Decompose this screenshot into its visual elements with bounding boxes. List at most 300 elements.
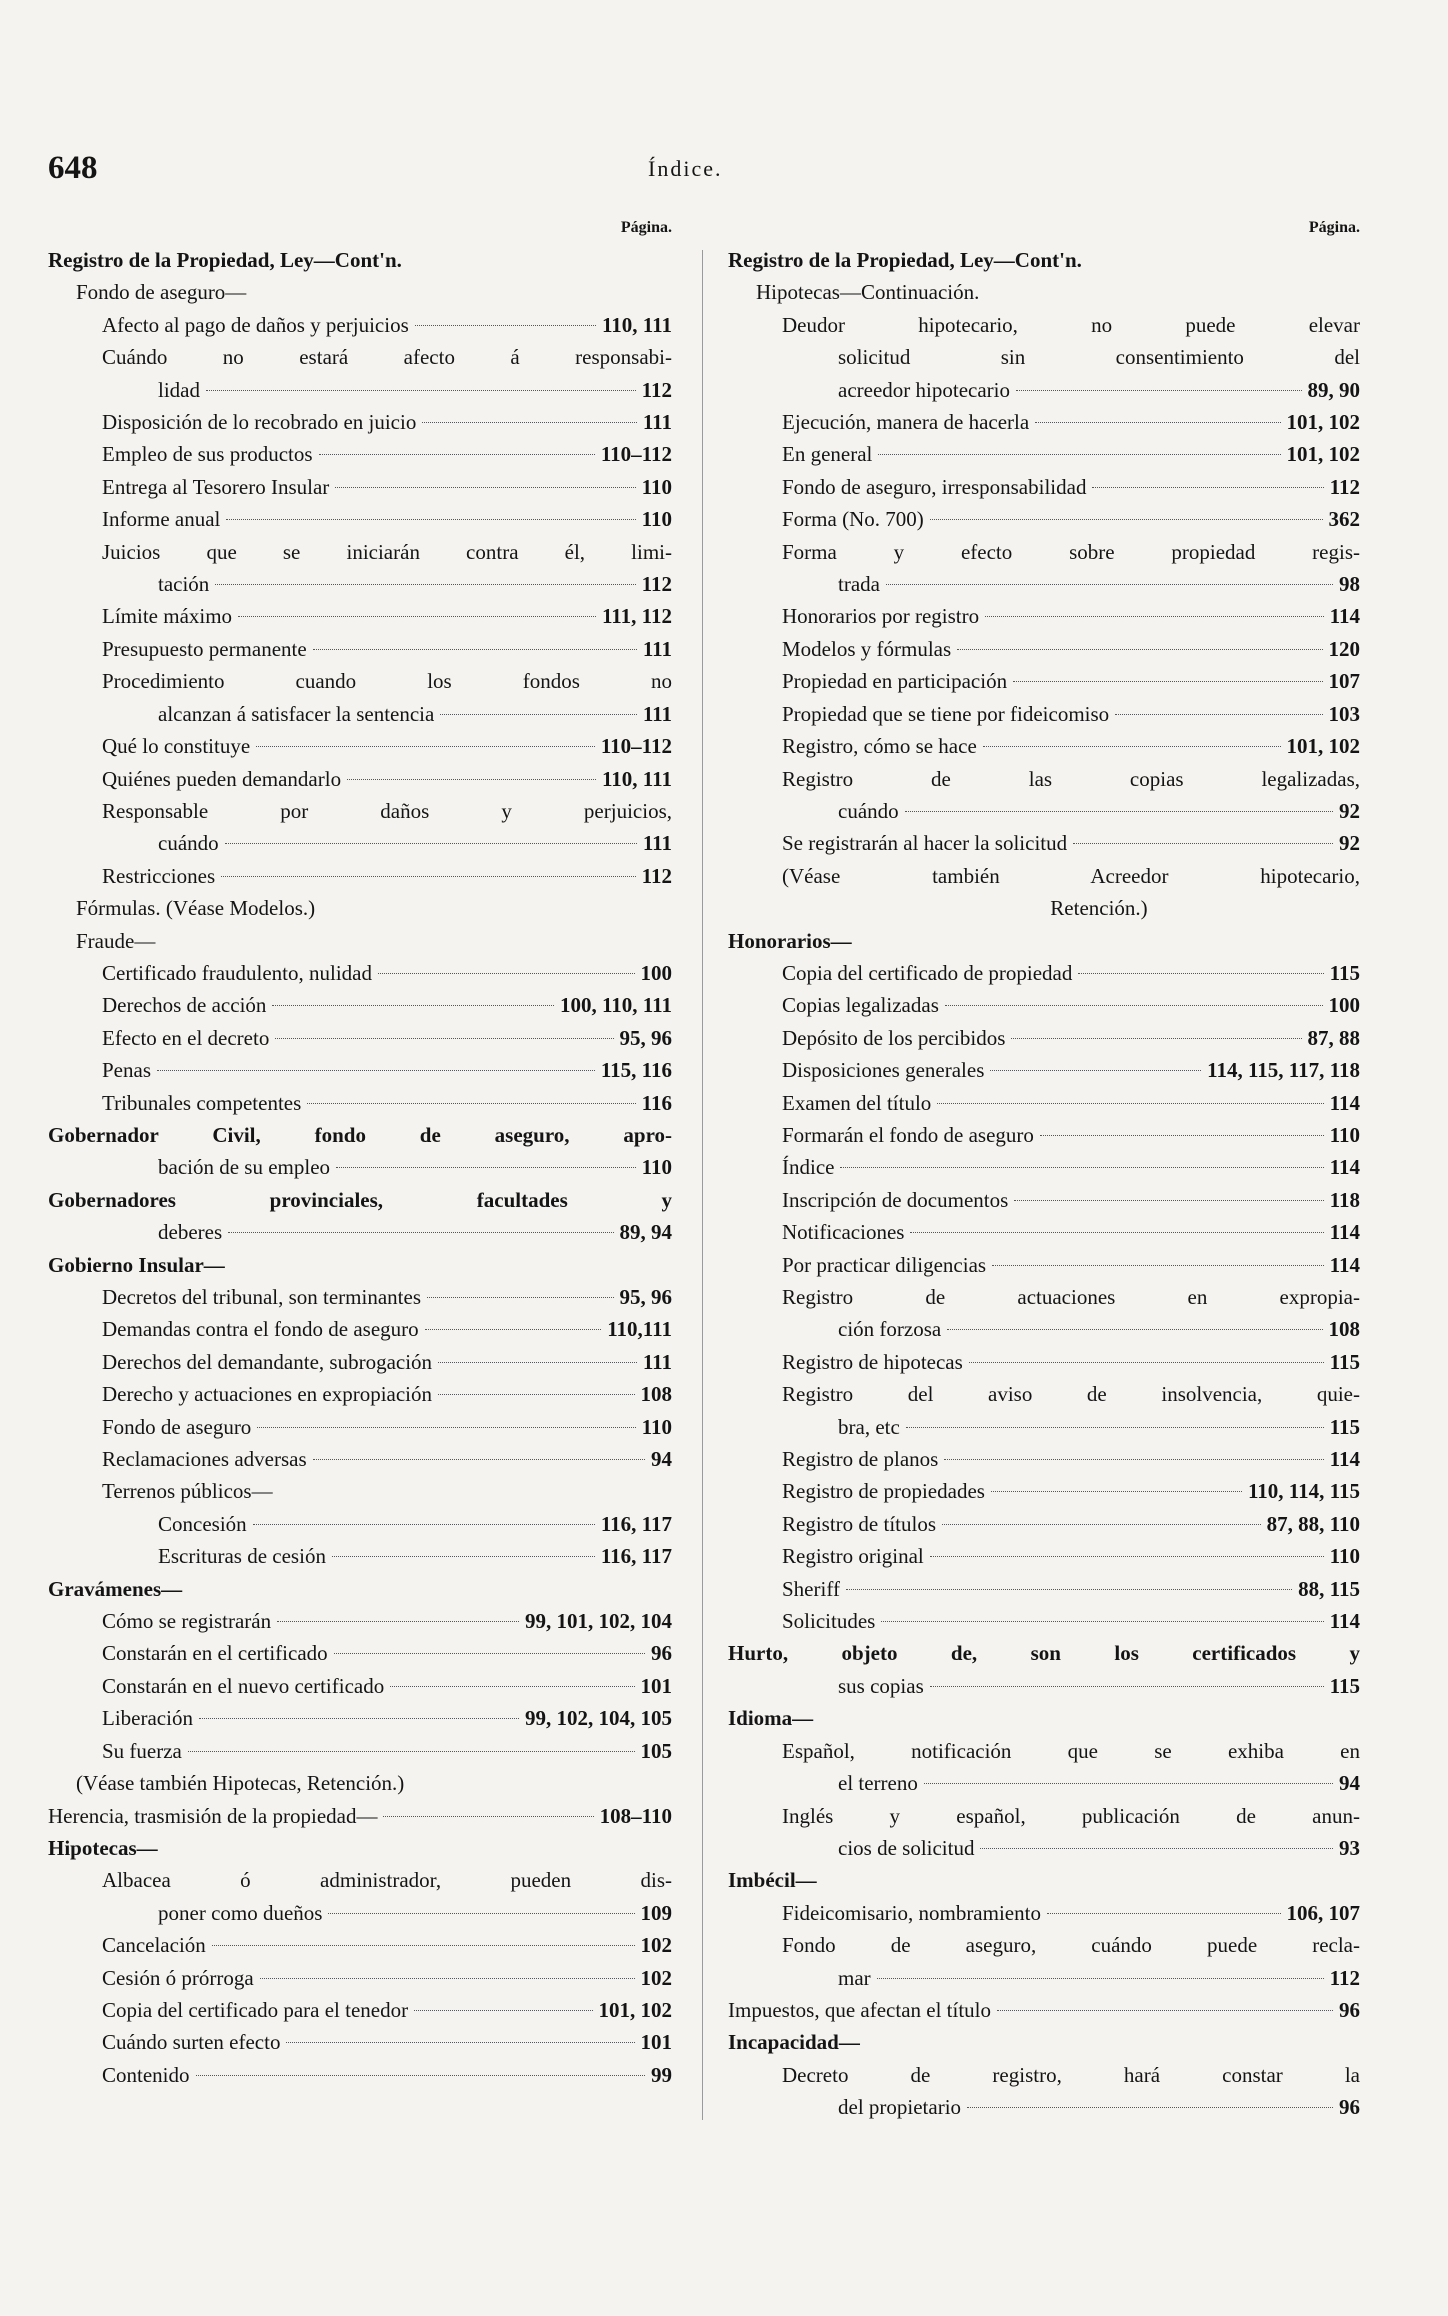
index-entry bbox=[728, 406, 1360, 438]
index-entry bbox=[48, 1962, 672, 1994]
index-entry bbox=[48, 471, 672, 503]
dot-leader bbox=[328, 1913, 634, 1914]
entry-text: Idioma— bbox=[728, 1706, 814, 1731]
entry-text: Gobernador Civil, fondo de aseguro, apro- bbox=[48, 1122, 672, 1147]
entry-text: Derechos de acción bbox=[102, 993, 267, 1018]
entry-text: lidad bbox=[158, 377, 200, 402]
entry-page-ref: 110, 114, 115 bbox=[1247, 1479, 1360, 1504]
entry-page-ref: 110–112 bbox=[600, 442, 672, 467]
dot-leader bbox=[944, 1459, 1323, 1460]
entry-text: Sheriff bbox=[782, 1576, 840, 1601]
entry-text: Liberación bbox=[102, 1706, 193, 1731]
entry-page-ref: 120 bbox=[1328, 636, 1360, 661]
entry-text: Efecto en el decreto bbox=[102, 1025, 270, 1050]
dot-leader bbox=[1035, 422, 1280, 423]
entry-text: Empleo de sus productos bbox=[102, 442, 313, 467]
index-entry bbox=[728, 1249, 1360, 1281]
index-entry bbox=[728, 1054, 1360, 1086]
entry-text: mar bbox=[838, 1965, 871, 1990]
entry-page-ref: 102 bbox=[640, 1965, 672, 1990]
index-entry bbox=[48, 1735, 672, 1767]
entry-page-ref: 109 bbox=[640, 1900, 672, 1925]
index-entry bbox=[48, 1313, 672, 1345]
dot-leader bbox=[256, 746, 595, 747]
entry-page-ref: 96 bbox=[651, 1641, 672, 1666]
index-entry bbox=[728, 536, 1360, 568]
index-entry bbox=[728, 1119, 1360, 1151]
entry-text: Registro del aviso de insolvencia, quie- bbox=[782, 1382, 1360, 1407]
entry-text: Se registrarán al hacer la solicitud bbox=[782, 831, 1068, 856]
index-entry bbox=[48, 309, 672, 341]
entry-page-ref: 110 bbox=[1329, 1544, 1360, 1569]
dot-leader bbox=[414, 2010, 592, 2011]
entry-page-ref: 110 bbox=[1329, 1122, 1360, 1147]
dot-leader bbox=[967, 2107, 1333, 2108]
index-entry bbox=[728, 438, 1360, 470]
entry-page-ref: 118 bbox=[1329, 1187, 1360, 1212]
entry-text: Derecho y actuaciones en expropiación bbox=[102, 1382, 433, 1407]
entry-page-ref: 115 bbox=[1329, 1349, 1360, 1374]
dot-leader bbox=[438, 1362, 637, 1363]
dot-leader bbox=[985, 616, 1324, 617]
entry-text: Incapacidad— bbox=[728, 2030, 860, 2055]
index-entry bbox=[728, 1022, 1360, 1054]
entry-page-ref: 100, 110, 111 bbox=[559, 993, 672, 1018]
dot-leader bbox=[991, 1491, 1242, 1492]
index-entry bbox=[48, 536, 672, 568]
dot-leader bbox=[942, 1524, 1261, 1525]
entry-text: bación de su empleo bbox=[158, 1155, 331, 1180]
entry-page-ref: 95, 96 bbox=[619, 1025, 672, 1050]
entry-page-ref: 101 bbox=[640, 2030, 672, 2055]
entry-text: Entrega al Tesorero Insular bbox=[102, 474, 330, 499]
index-entry bbox=[728, 989, 1360, 1021]
entry-text: Registro de las copias legalizadas, bbox=[782, 766, 1360, 791]
index-entry bbox=[48, 1443, 672, 1475]
entry-text: Hipotecas— bbox=[48, 1835, 158, 1860]
entry-text: Presupuesto permanente bbox=[102, 636, 307, 661]
entry-page-ref: 92 bbox=[1339, 831, 1360, 856]
index-entry bbox=[728, 309, 1360, 341]
index-entry bbox=[728, 1897, 1360, 1929]
index-entry bbox=[48, 957, 672, 989]
entry-text: cios de solicitud bbox=[838, 1835, 975, 1860]
dot-leader bbox=[1047, 1913, 1281, 1914]
entry-page-ref: 114, 115, 117, 118 bbox=[1207, 1058, 1360, 1083]
dot-leader bbox=[425, 1329, 602, 1330]
dot-leader bbox=[275, 1038, 613, 1039]
dot-leader bbox=[1115, 714, 1322, 715]
index-entry bbox=[728, 2091, 1360, 2123]
pagina-label-right: Página. bbox=[1308, 219, 1360, 236]
entry-page-ref: 111 bbox=[642, 701, 672, 726]
dot-leader bbox=[997, 2010, 1333, 2011]
entry-text: Restricciones bbox=[102, 863, 216, 888]
entry-text: Gravámenes— bbox=[48, 1576, 183, 1601]
entry-text: tación bbox=[158, 572, 210, 597]
index-entry bbox=[728, 1800, 1360, 1832]
entry-text: Afecto al pago de daños y perjuicios bbox=[102, 312, 409, 337]
index-entry bbox=[48, 1800, 672, 1832]
entry-text: Impuestos, que afectan el título bbox=[728, 1997, 992, 2022]
dot-leader bbox=[947, 1329, 1322, 1330]
entry-page-ref: 101, 102 bbox=[598, 1997, 672, 2022]
entry-text: Índice bbox=[782, 1155, 835, 1180]
entry-text: Juicios que se iniciarán contra él, limi- bbox=[102, 539, 672, 564]
entry-text: Registro de la Propiedad, Ley—Cont'n. bbox=[48, 248, 402, 272]
entry-page-ref: 110 bbox=[641, 1414, 672, 1439]
dot-leader bbox=[1040, 1135, 1324, 1136]
running-title: Índice. bbox=[648, 156, 723, 181]
entry-text: Cómo se registrarán bbox=[102, 1609, 272, 1634]
entry-page-ref: 112 bbox=[1329, 474, 1360, 499]
index-entry bbox=[48, 1508, 672, 1540]
index-entry bbox=[48, 892, 672, 924]
entry-text: Su fuerza bbox=[102, 1738, 182, 1763]
dot-leader bbox=[427, 1297, 614, 1298]
entry-text: Demandas contra el fondo de aseguro bbox=[102, 1317, 419, 1342]
index-entry bbox=[728, 1281, 1360, 1313]
index-entry bbox=[48, 925, 672, 957]
entry-page-ref: 114 bbox=[1329, 1090, 1360, 1115]
dot-leader bbox=[260, 1978, 635, 1979]
dot-leader bbox=[906, 1427, 1324, 1428]
dot-leader bbox=[226, 519, 635, 520]
index-entry bbox=[728, 276, 1360, 308]
entry-text: Depósito de los percibidos bbox=[782, 1025, 1006, 1050]
entry-text: Honorarios— bbox=[728, 928, 852, 953]
dot-leader bbox=[924, 1783, 1333, 1784]
index-entry bbox=[728, 503, 1360, 535]
dot-leader bbox=[438, 1394, 634, 1395]
index-entry bbox=[728, 1994, 1360, 2026]
index-entry bbox=[48, 438, 672, 470]
index-entry bbox=[48, 1281, 672, 1313]
entry-page-ref: 111 bbox=[642, 636, 672, 661]
entry-text: cuándo bbox=[838, 798, 899, 823]
entry-page-ref: 99, 101, 102, 104 bbox=[525, 1609, 672, 1634]
entry-text: Herencia, trasmisión de la propiedad— bbox=[48, 1803, 378, 1828]
dot-leader bbox=[313, 649, 637, 650]
entry-page-ref: 93 bbox=[1339, 1835, 1360, 1860]
dot-leader bbox=[390, 1686, 634, 1687]
entry-page-ref: 98 bbox=[1339, 572, 1360, 597]
index-entry bbox=[48, 1087, 672, 1119]
dot-leader bbox=[286, 2042, 634, 2043]
entry-text: Modelos y fórmulas bbox=[782, 636, 952, 661]
entry-text: Solicitudes bbox=[782, 1609, 876, 1634]
entry-page-ref: 89, 94 bbox=[619, 1220, 672, 1245]
entry-text: Español, notificación que se exhiba en bbox=[782, 1738, 1360, 1763]
entry-page-ref: 110 bbox=[641, 507, 672, 532]
entry-page-ref: 101 bbox=[640, 1673, 672, 1698]
dot-leader bbox=[206, 390, 636, 391]
entry-text: Límite máximo bbox=[102, 604, 233, 629]
entry-text: Honorarios por registro bbox=[782, 604, 980, 629]
index-entry bbox=[48, 1670, 672, 1702]
entry-page-ref: 114 bbox=[1329, 1252, 1360, 1277]
dot-leader bbox=[257, 1427, 635, 1428]
dot-leader bbox=[980, 1848, 1333, 1849]
entry-text: Qué lo constituye bbox=[102, 734, 251, 759]
dot-leader bbox=[983, 746, 1281, 747]
index-entry bbox=[728, 244, 1360, 276]
index-column-left bbox=[48, 212, 672, 2091]
index-entry bbox=[728, 633, 1360, 665]
entry-text: trada bbox=[838, 572, 880, 597]
index-entry bbox=[48, 1054, 672, 1086]
dot-leader bbox=[1092, 487, 1323, 488]
entry-text: bra, etc bbox=[838, 1414, 900, 1439]
dot-leader bbox=[238, 616, 596, 617]
entry-text: alcanzan á satisfacer la sentencia bbox=[158, 701, 435, 726]
index-entry bbox=[728, 1540, 1360, 1572]
dot-leader bbox=[945, 1005, 1323, 1006]
entry-text: ción forzosa bbox=[838, 1317, 942, 1342]
index-entry bbox=[728, 827, 1360, 859]
index-entry bbox=[48, 1702, 672, 1734]
dot-leader bbox=[881, 1621, 1323, 1622]
dot-leader bbox=[188, 1751, 635, 1752]
index-entry bbox=[728, 341, 1360, 373]
entry-page-ref: 114 bbox=[1329, 1447, 1360, 1472]
index-entry bbox=[728, 1573, 1360, 1605]
index-entry bbox=[48, 1216, 672, 1248]
index-entry bbox=[728, 1087, 1360, 1119]
index-entry bbox=[48, 1411, 672, 1443]
entry-text: deberes bbox=[158, 1220, 223, 1245]
dot-leader bbox=[1013, 681, 1322, 682]
entry-page-ref: 110 bbox=[641, 1155, 672, 1180]
dot-leader bbox=[334, 1653, 645, 1654]
index-entry bbox=[728, 1832, 1360, 1864]
entry-text: Imbécil— bbox=[728, 1868, 817, 1893]
index-entry bbox=[728, 1475, 1360, 1507]
column-divider bbox=[702, 250, 703, 2120]
entry-page-ref: 88, 115 bbox=[1298, 1576, 1360, 1601]
entry-text: Penas bbox=[102, 1058, 151, 1083]
entry-text: Constarán en el nuevo certificado bbox=[102, 1673, 385, 1698]
entry-text: Copia del certificado de propiedad bbox=[782, 960, 1073, 985]
dot-leader bbox=[212, 1945, 635, 1946]
entry-text: Forma y efecto sobre propiedad regis- bbox=[782, 539, 1360, 564]
index-entry bbox=[48, 763, 672, 795]
entry-page-ref: 115 bbox=[1329, 960, 1360, 985]
entry-text: Cancelación bbox=[102, 1933, 206, 1958]
index-entry bbox=[728, 1735, 1360, 1767]
entry-text: Decreto de registro, hará constar la bbox=[782, 2062, 1360, 2087]
entry-text: Copia del certificado para el tenedor bbox=[102, 1997, 409, 2022]
index-entry bbox=[48, 860, 672, 892]
index-entry bbox=[48, 1929, 672, 1961]
entry-text: Contenido bbox=[102, 2062, 190, 2087]
entry-page-ref: 115 bbox=[1329, 1414, 1360, 1439]
index-entry bbox=[48, 989, 672, 1021]
dot-leader bbox=[990, 1070, 1201, 1071]
dot-leader bbox=[937, 1103, 1323, 1104]
index-entry bbox=[48, 1573, 672, 1605]
dot-leader bbox=[930, 519, 1323, 520]
entry-page-ref: 108–110 bbox=[599, 1803, 672, 1828]
index-entry bbox=[48, 568, 672, 600]
index-entry bbox=[728, 1670, 1360, 1702]
index-entry bbox=[728, 471, 1360, 503]
entry-page-ref: 114 bbox=[1329, 604, 1360, 629]
index-entry bbox=[728, 1378, 1360, 1410]
entry-text: Fondo de aseguro bbox=[102, 1414, 252, 1439]
index-entry bbox=[48, 1151, 672, 1183]
index-entry bbox=[48, 1832, 672, 1864]
entry-text: Retención.) bbox=[1050, 896, 1148, 921]
dot-leader bbox=[319, 454, 595, 455]
entry-text: Disposición de lo recobrado en juicio bbox=[102, 410, 417, 435]
index-entry bbox=[48, 795, 672, 827]
entry-page-ref: 100 bbox=[1328, 993, 1360, 1018]
entry-text: Registro de actuaciones en expropia- bbox=[782, 1285, 1360, 1309]
entry-text: Procedimiento cuando los fondos no bbox=[102, 669, 672, 694]
entry-page-ref: 89, 90 bbox=[1307, 377, 1360, 402]
index-entry bbox=[728, 1346, 1360, 1378]
index-entry bbox=[728, 925, 1360, 957]
entry-text: Constarán en el certificado bbox=[102, 1641, 328, 1666]
dot-leader bbox=[221, 876, 636, 877]
entry-text: Registro de títulos bbox=[782, 1511, 936, 1536]
index-entry bbox=[48, 276, 672, 308]
entry-text: Registro de planos bbox=[782, 1447, 939, 1472]
index-entry bbox=[728, 1864, 1360, 1896]
index-entry bbox=[728, 1702, 1360, 1734]
entry-text: Derechos del demandante, subrogación bbox=[102, 1349, 433, 1374]
index-entry bbox=[728, 860, 1360, 892]
dot-leader bbox=[1014, 1200, 1323, 1201]
dot-leader bbox=[877, 1978, 1324, 1979]
entry-text: Inglés y español, publicación de anun- bbox=[782, 1803, 1360, 1828]
index-entry bbox=[728, 600, 1360, 632]
index-entry bbox=[728, 1929, 1360, 1961]
entry-text: cuándo bbox=[158, 831, 219, 856]
index-entry bbox=[728, 1313, 1360, 1345]
entry-text: Registro de la Propiedad, Ley—Cont'n. bbox=[728, 248, 1082, 272]
index-entry bbox=[48, 1475, 672, 1507]
index-entry bbox=[48, 730, 672, 762]
index-entries-left bbox=[48, 244, 672, 2091]
entry-text: Informe anual bbox=[102, 507, 221, 532]
entry-text: Hurto, objeto de, son los certificados y bbox=[728, 1641, 1360, 1666]
entry-page-ref: 96 bbox=[1339, 1997, 1360, 2022]
index-entry bbox=[48, 406, 672, 438]
index-entry bbox=[728, 374, 1360, 406]
index-entry bbox=[728, 568, 1360, 600]
entry-page-ref: 108 bbox=[640, 1382, 672, 1407]
dot-leader bbox=[215, 584, 635, 585]
dot-leader bbox=[878, 454, 1280, 455]
index-entry bbox=[728, 1637, 1360, 1669]
index-entries-right bbox=[728, 244, 1360, 2124]
entry-page-ref: 115, 116 bbox=[600, 1058, 672, 1083]
entry-page-ref: 96 bbox=[1339, 2095, 1360, 2120]
dot-leader bbox=[840, 1167, 1323, 1168]
index-entry bbox=[728, 892, 1360, 924]
entry-page-ref: 111 bbox=[642, 831, 672, 856]
dot-leader bbox=[905, 811, 1333, 812]
index-entry bbox=[48, 244, 672, 276]
index-entry bbox=[728, 1767, 1360, 1799]
entry-text: Decretos del tribunal, son terminantes bbox=[102, 1285, 421, 1309]
entry-text: Concesión bbox=[158, 1511, 247, 1536]
entry-text: Cuándo surten efecto bbox=[102, 2030, 281, 2055]
entry-page-ref: 116, 117 bbox=[600, 1544, 672, 1569]
index-entry bbox=[48, 1249, 672, 1281]
entry-page-ref: 87, 88 bbox=[1307, 1025, 1360, 1050]
dot-leader bbox=[930, 1686, 1324, 1687]
entry-text: Gobierno Insular— bbox=[48, 1252, 225, 1277]
entry-text: el terreno bbox=[838, 1771, 918, 1796]
index-entry bbox=[48, 1605, 672, 1637]
entry-page-ref: 99 bbox=[651, 2062, 672, 2087]
entry-text: Tribunales competentes bbox=[102, 1090, 302, 1115]
pagina-label-left: Página. bbox=[620, 219, 672, 236]
index-entry bbox=[48, 2059, 672, 2091]
index-entry bbox=[48, 1119, 672, 1151]
entry-text: Formarán el fondo de aseguro bbox=[782, 1122, 1034, 1147]
entry-page-ref: 112 bbox=[1329, 1965, 1360, 1990]
dot-leader bbox=[378, 973, 635, 974]
entry-text: Registro original bbox=[782, 1544, 924, 1569]
dot-leader bbox=[846, 1589, 1292, 1590]
dot-leader bbox=[313, 1459, 645, 1460]
entry-page-ref: 115 bbox=[1329, 1673, 1360, 1698]
index-entry bbox=[728, 795, 1360, 827]
index-entry bbox=[48, 633, 672, 665]
index-entry bbox=[48, 1897, 672, 1929]
entry-text: Propiedad que se tiene por fideicomiso bbox=[782, 701, 1110, 726]
dot-leader bbox=[440, 714, 636, 715]
entry-page-ref: 95, 96 bbox=[619, 1285, 672, 1309]
page-number: 648 bbox=[48, 150, 98, 186]
entry-page-ref: 108 bbox=[1328, 1317, 1360, 1342]
dot-leader bbox=[332, 1556, 595, 1557]
index-entry bbox=[728, 1962, 1360, 1994]
index-entry bbox=[728, 730, 1360, 762]
entry-page-ref: 110, 111 bbox=[601, 766, 672, 791]
entry-page-ref: 99, 102, 104, 105 bbox=[525, 1706, 672, 1731]
dot-leader bbox=[307, 1103, 635, 1104]
index-entry bbox=[728, 1508, 1360, 1540]
dot-leader bbox=[910, 1232, 1323, 1233]
entry-page-ref: 112 bbox=[641, 863, 672, 888]
entry-page-ref: 112 bbox=[641, 572, 672, 597]
dot-leader bbox=[157, 1070, 595, 1071]
index-entry bbox=[48, 827, 672, 859]
entry-text: Examen del título bbox=[782, 1090, 932, 1115]
entry-page-ref: 100 bbox=[640, 960, 672, 985]
index-entry bbox=[48, 341, 672, 373]
entry-text: Por practicar diligencias bbox=[782, 1252, 987, 1277]
index-entry bbox=[48, 1022, 672, 1054]
entry-text: Albacea ó administrador, pueden dis- bbox=[102, 1868, 672, 1893]
entry-text: Hipotecas—Continuación. bbox=[756, 280, 980, 305]
entry-page-ref: 111, 112 bbox=[601, 604, 672, 629]
entry-text: En general bbox=[782, 442, 873, 467]
entry-text: Fraude— bbox=[76, 928, 156, 953]
index-entry bbox=[728, 763, 1360, 795]
index-entry bbox=[728, 2026, 1360, 2058]
entry-text: Copias legalizadas bbox=[782, 993, 939, 1018]
dot-leader bbox=[886, 584, 1333, 585]
index-entry bbox=[48, 1864, 672, 1896]
index-entry bbox=[48, 698, 672, 730]
index-entry bbox=[728, 957, 1360, 989]
